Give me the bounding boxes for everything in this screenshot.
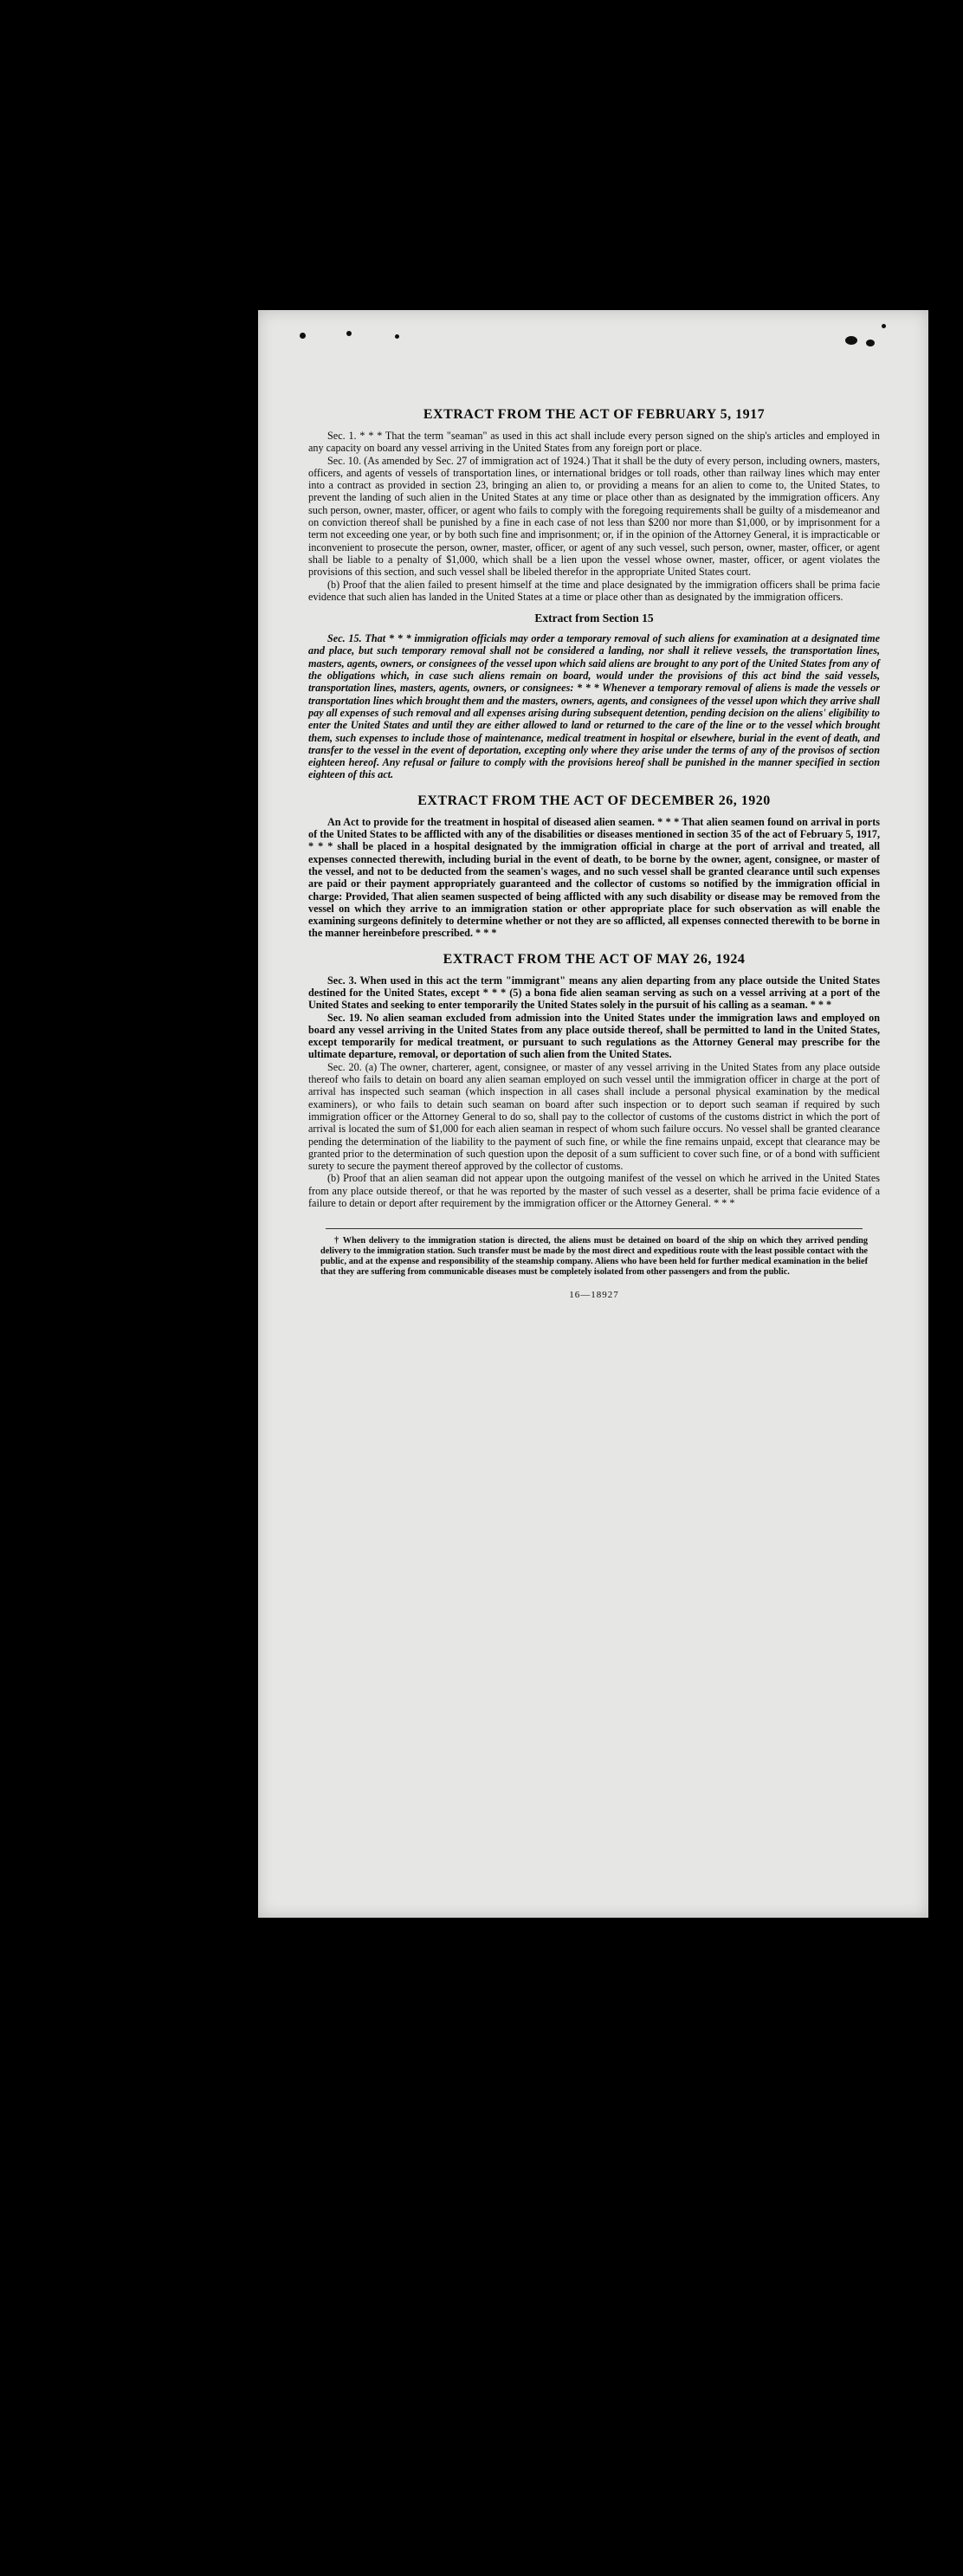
punch-hole: [300, 333, 306, 339]
paragraph-sec-20: Sec. 20. (a) The owner, charterer, agent, consignee, or master of any vessel arriving in the United States from any place outside thereof who fails to detain on board any alien seaman employed on such vessel until the immigration officer in charge at the port of arrival has inspected such seaman (which inspection in all cases shall include a personal physical examination by the medical examiners), or who fails to detain such seaman on board after such inspection or to deport such seaman if required by such immigration officer or the Attorney General to do so, shall pay to the collector of customs of the customs district in which the port of arrival is located the sum of $1,000 for each alien seaman in respect of whom such failure occurs. No vessel shall be granted clearance pending the determination of the liability to the payment of such fine, or while the fine remains unpaid, except that clearance may be granted prior to the determination of such question upon the deposit of a sum sufficient to cover such fine, or of a bond with sufficient surety to secure the payment thereof approved by the collector of customs.: [308, 1060, 880, 1173]
punch-hole: [882, 324, 886, 328]
punch-hole: [845, 336, 857, 345]
paragraph-sec-1: Sec. 1. * * * That the term "seaman" as used in this act shall include every person signed on the ship's articles and employed in any capacity on board any vessel arriving in the United States from any foreign port or place.: [308, 430, 880, 455]
document-number: 16—18927: [569, 1290, 619, 1301]
punch-hole: [395, 334, 399, 339]
punch-hole: [866, 340, 875, 346]
footnote: † When delivery to the immigration station is directed, the aliens must be detained on board of the ship on which they arrived pending delivery to the immigration station. Such transfer must be made by the most direct and expeditious route with the least possible contact with the public, and at the expense and responsibility of the steamship company. Aliens who have been held for further medical examination in the belief that they are suffering from communicable diseases must be completely isolated from other passengers and from the public.: [320, 1236, 868, 1278]
paragraph-act-1920: An Act to provide for the treatment in hospital of diseased alien seamen. * * * That alien seamen found on arrival in ports of the United States to be afflicted with any of the disabilities or diseases mentioned in section 35 of the act of February 5, 1917, * * * shall be placed in a hospital designated by the immigration official in charge at the port of arrival and treated, all expenses connected therewith, including burial in the event of death, to be borne by the owner, agent, consignee, or master of the vessel, and not to be deducted from the seamen's wages, and no such vessel shall be granted clearance until such expenses are paid or their payment appropriately guaranteed and the collector of customs so notified by the immigration official in charge: Provided, That alien seamen suspected of being afflicted with any such disability or disease may be removed from the vessel on which they arrive to an immigration station or other appropriate place for such observation as will enable the examining surgeons definitely to determine whether or not they are so afflicted, all expenses connected therewith to be borne in the manner hereinbefore prescribed. * * *: [308, 815, 880, 940]
paragraph-sec-3: Sec. 3. When used in this act the term "immigrant" means any alien departing from any place outside the United States destined for the United States, except * * * (5) a bona fide alien seaman serving as such on a vessel arriving at a port of the United States and seeking to enter temporarily the United States solely in the pursuit of his calling as a seaman. * * *: [308, 974, 880, 1012]
paragraph-sec-20-b: (b) Proof that an alien seaman did not appear upon the outgoing manifest of the vessel on which he arrived in the United States from any place outside thereof, or that he was reported by the master of such vessel as a deserter, shall be prima facie evidence of a failure to detain or deport after requirement by the immigration officer or the Attorney General. * * *: [308, 1172, 880, 1210]
paragraph-sec-19: Sec. 19. No alien seaman excluded from admission into the United States under the immigration laws and employed on board any vessel arriving in the United States from any place outside thereof, shall be permitted to land in the United States, except temporarily for medical treatment, or pursuant to such regulations as the Attorney General may prescribe for the ultimate departure, removal, or deportation of such alien from the United States.: [308, 1011, 880, 1061]
footnote-divider: [326, 1228, 863, 1229]
heading-act-1920: EXTRACT FROM THE ACT OF DECEMBER 26, 1920: [417, 793, 771, 808]
heading-act-1924: EXTRACT FROM THE ACT OF MAY 26, 1924: [443, 951, 746, 967]
punch-hole: [346, 331, 352, 336]
document-body: [308, 407, 880, 1300]
paragraph-sec-10: Sec. 10. (As amended by Sec. 27 of immigration act of 1924.) That it shall be the duty of every person, including owners, masters, officers, and agents of vessels of transportation lines, or international bridges or toll roads, other than railway lines which may enter into a contract as provided in section 23, bringing an alien to, or providing a means for an alien to come to, the United States, to prevent the landing of such alien in the United States at any time or place other than as designated by the immigration officers. Any such person, owner, master, officer, or agent who fails to comply with the foregoing requirements shall be guilty of a misdemeanor and on conviction thereof shall be punished by a fine in each case of not less than $200 nor more than $1,000, or by imprisonment for a term not exceeding one year, or by both such fine and imprisonment; or, if in the opinion of the Attorney General, it is impracticable or inconvenient to prosecute the person, owner, master, officer, or agent of any such vessel, such person, owner, master, officer, or agent shall be liable to a penalty of $1,000, which shall be a lien upon the vessel whose owner, master, officer, or agent violates the provisions of this section, and such vessel shall be libeled therefor in the appropriate United States court.: [308, 454, 880, 579]
paragraph-sec-10-b: (b) Proof that the alien failed to present himself at the time and place designated by the immigration officers shall be prima facie evidence that such alien has landed in the United States at a time or place other than as designated by the immigration officers.: [308, 578, 880, 603]
heading-act-1917: EXTRACT FROM THE ACT OF FEBRUARY 5, 1917: [423, 407, 766, 422]
paragraph-sec-15: Sec. 15. That * * * immigration officials may order a temporary removal of such aliens for examination at a designated time and place, but such temporary removal shall not be considered a landing, nor shall it relieve vessels, the transportation lines, masters, agents, owners, or consignees of the vessel upon which said aliens are brought to any port of the United States from any of the obligations which, in case such aliens remain on board, would under the provisions of this act bind the said vessels, transportation lines, masters, agents, owners, or consignees: * * * Whenever a temporary removal of aliens is made the vessels or transportation lines which brought them and the masters, owners, agents, and consignees of the vessel upon which they arrive shall pay all expenses of such removal and all expenses arising during subsequent detention, pending decision on the aliens' eligibility to enter the United States and until they are either allowed to land or returned to the care of the line or to the vessel which brought them, such expenses to include those of maintenance, medical treatment in hospital or elsewhere, burial in the event of death, and transfer to the vessel in the event of deportation, excepting only where they arise under the terms of any of the provisos of section eighteen hereof. Any refusal or failure to comply with the provisions hereof shall be punished in the manner specified in section eighteen of this act.: [308, 632, 880, 781]
subheading-section-15: Extract from Section 15: [534, 612, 654, 625]
document-page: [258, 310, 928, 1918]
